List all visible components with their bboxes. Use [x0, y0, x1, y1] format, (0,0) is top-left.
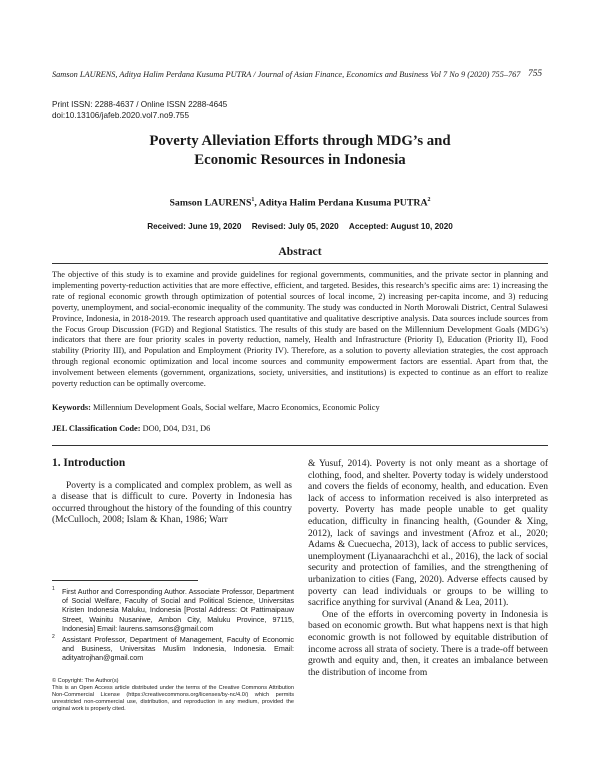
intro-right-paragraph-1: & Yusuf, 2014). Poverty is not only meant as a shortage of clothing, food, and shelter. Poverty today is widely understood and covers the fields of economy, health, and education. Even lack of access to information received is also interpreted as poverty. Poverty has made people unable to get quality education, difficulty in financing health, (Gounder & Xing, 2012), lack of savings and investment (Afroz et al., 2020; Adams & Cuecuecha, 2013), lack of access to public services, unemployment (Liyanaarachchi et al., 2016), the lack of social security and protection of families, and the strengthening of urbanization to cities (Fang, 2020). Adverse effects caused by poverty can lead individuals or groups to be willing to sacrifice anything for survival (Anand & Lea, 2011).	[308, 459, 548, 609]
abstract-heading: Abstract	[278, 245, 322, 258]
title-line-2: Economic Resources in Indonesia	[194, 152, 406, 168]
abstract-divider	[52, 263, 548, 264]
keywords-line	[52, 403, 548, 412]
jel-label: JEL Classification Code:	[52, 424, 141, 433]
footnote-2-text: Assistant Professor, Department of Management, Faculty of Economic and Business, Universitas Muslim Indonesia, Indonesia. Email: adityatrojhan@gmail.com	[62, 635, 294, 663]
received-date: Received: June 19, 2020	[147, 222, 242, 231]
author-list	[52, 197, 548, 208]
intro-left-paragraph: Poverty is a complicated and complex problem, as well as a disease that is difficult to cure. Poverty in Indonesia has occurred throughout the history of the founding of this country (McCulloch, 2008; Islam & Khan, 1986; Warr	[52, 481, 292, 526]
issn-line: Print ISSN: 2288-4637 / Online ISSN 2288-4645	[52, 100, 228, 109]
intro-right-column	[308, 459, 548, 679]
publication-info	[52, 99, 227, 121]
footnote-divider	[52, 580, 198, 581]
keywords-label: Keywords:	[52, 403, 91, 412]
copyright-notice	[52, 678, 294, 713]
footnote-1-mark: 1	[52, 586, 55, 592]
footnote-2	[52, 635, 294, 663]
keywords-value: Millennium Development Goals, Social welfare, Macro Economics, Economic Policy	[90, 403, 380, 412]
intro-right-paragraph-2: One of the efforts in overcoming poverty in Indonesia is based on economic growth. But what happens next is that high economic growth is not followed by equitable distribution of income across all strata of society. There is a trade-off between growth and equity and, then, it creates an imbalance between the distribution of income from	[308, 609, 548, 678]
footnote-1-text: First Author and Corresponding Author. Associate Professor, Department of Social Welfare, Faculty of Social and Political Science, Universitas Kristen Indonesia Maluku, Indonesia [Postal Address: Ot Pattimaipauw Street, Wainitu Nusaniwe, Ambon City, Maluku Province, 97115, Indonesia] Email: laurens.samsons@gmail.com	[62, 587, 294, 633]
footnotes	[52, 587, 294, 665]
section-divider	[52, 445, 548, 446]
author-1-mark: 1	[251, 197, 255, 203]
doi-line: doi:10.13106/jafeb.2020.vol7.no9.755	[52, 111, 190, 120]
copyright-line: © Copyright: The Author(s)	[52, 678, 119, 684]
jel-value: DO0, D04, D31, D6	[140, 424, 211, 433]
license-text: This is an Open Access article distributed under the terms of the Creative Commons Attribution Non-Commercial License (https://creativecommons.org/licenses/by-nc/4.0/) which permits unrestricted non-commercial use, distribution, and reproduction in any medium, provided the original work is properly cited.	[52, 684, 294, 712]
footnote-2-mark: 2	[52, 634, 55, 641]
author-separator: ,	[254, 197, 259, 209]
accepted-date: Accepted: August 10, 2020	[348, 222, 453, 231]
running-header: Samson LAURENS, Aditya Halim Perdana Kusuma PUTRA / Journal of Asian Finance, Economics and Business Vol 7 No 9 (2020) 755–767	[52, 70, 521, 79]
abstract-text: The objective of this study is to examine and provide guidelines for regional governments, communities, and the private sector in planning and implementing poverty-reduction activities that are more effective, efficient, and targeted. Besides, this research’s specific aims are: 1) increasing the rate of regional economic growth through optimization of potential sources of local income, 2) increasing per-capita income, and 3) reducing poverty, unemployment, and social-economic inequality of the community. The study was conducted in North Morowali District, Central Sulawesi Province, Indonesia, in 2018-2019. The research approach used quantitative and qualitative descriptive analysis. Data sources include sources from the Focus Group Discussion (FGD) and Regional Statistics. The results of this study are based on the Millennium Development Goals (MDG’s) indicators that there are four priority scales in poverty reduction, namely, Health and Infrastructure (Priority I), Education (Priority II), Food stability (Priority III), and Population and Employment (Priority IV). Therefore, as a solution to poverty alleviation strategies, the cost approach through regional economic optimization and local income sources and community empowerment factors are essential. Apart from that, the involvement between elements (government, organizations, society, universities, and institutions) is expected to continue as an effort to realize poverty reduction can be optimally overcome.	[52, 270, 548, 389]
page-number: 755	[528, 69, 543, 79]
author-1: Samson LAURENS	[169, 197, 252, 209]
jel-line	[52, 424, 548, 433]
author-2: Aditya Halim Perdana Kusuma PUTRA	[258, 197, 428, 209]
section-heading-introduction: 1. Introduction	[52, 457, 126, 469]
revised-date: Revised: July 05, 2020	[251, 222, 339, 231]
author-2-mark: 2	[427, 197, 431, 203]
title-line-1: Poverty Alleviation Efforts through MDG’s and	[149, 133, 451, 149]
footnote-1	[52, 587, 294, 633]
article-dates	[52, 222, 548, 231]
article-title	[52, 132, 548, 170]
